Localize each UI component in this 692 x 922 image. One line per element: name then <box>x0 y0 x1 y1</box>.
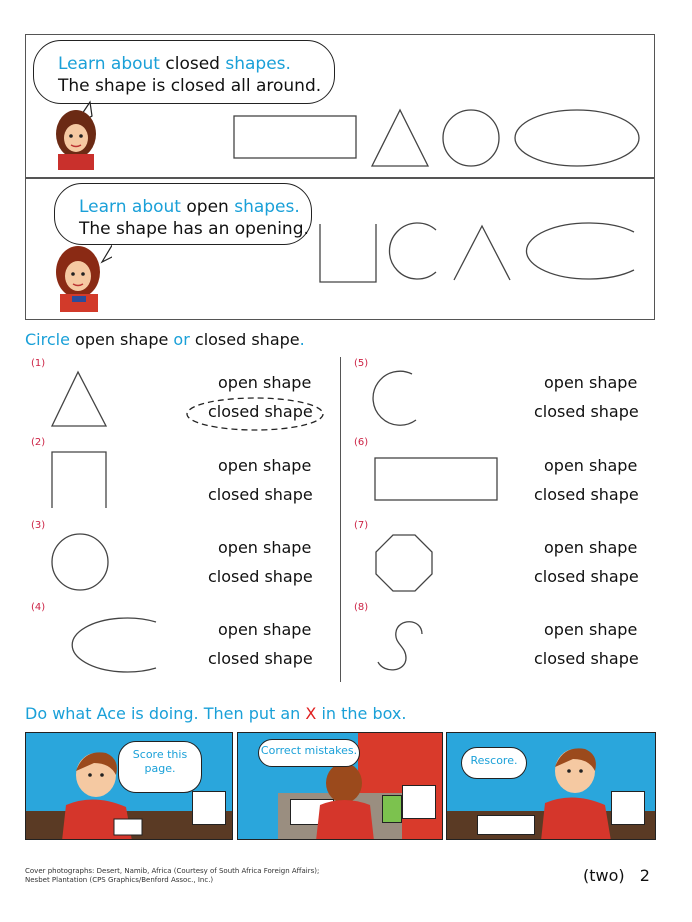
exercise-6-rectangle <box>372 455 500 503</box>
exercise-6-open-option[interactable]: open shape <box>544 456 638 475</box>
thought-bubble-2: Correct mistakes. <box>258 739 360 767</box>
closed-triangle <box>372 110 428 166</box>
learn-about-text-2: Learn about <box>79 197 181 217</box>
instruction-open-word: open shape <box>75 330 169 349</box>
ace-instruction-end: in the box. <box>321 704 407 723</box>
exercise-2-closed-option[interactable]: closed shape <box>208 485 313 504</box>
closed-word: closed <box>165 54 220 74</box>
exercise-3-circle <box>48 530 112 594</box>
instruction-period: . <box>299 330 305 349</box>
exercise-4-number: (4) <box>31 602 46 613</box>
closed-circle <box>443 110 499 166</box>
closed-rectangle <box>234 116 356 158</box>
instruction-or-word: or <box>173 330 190 349</box>
exercise-5-number: (5) <box>354 358 369 369</box>
exercise-8-closed-option[interactable]: closed shape <box>534 649 639 668</box>
boy-from-behind <box>310 759 380 840</box>
pencil-cup <box>382 795 402 823</box>
exercise-7-closed-option[interactable]: closed shape <box>534 567 639 586</box>
ace-instruction <box>25 704 406 723</box>
intro-divider <box>25 177 655 179</box>
checkbox-panel-2[interactable] <box>402 785 436 819</box>
checkbox-panel-1[interactable] <box>192 791 226 825</box>
exercise-8-open-option[interactable]: open shape <box>544 620 638 639</box>
exercise-5-open-option[interactable]: open shape <box>544 373 638 392</box>
closed-ellipse <box>515 110 639 166</box>
learn-about-text: Learn about <box>58 54 160 74</box>
exercise-1-number: (1) <box>31 358 46 369</box>
open-shapes-illustration <box>312 216 642 288</box>
photo-credit-line-2: Nesbet Plantation (CPS Graphics/Benford Assoc., Inc.) <box>25 876 214 884</box>
page-number-word: (two) <box>583 866 625 885</box>
open-ellipse <box>526 223 634 279</box>
open-explanation: The shape has an opening. <box>79 219 309 239</box>
comic-panel-2 <box>237 732 443 840</box>
exercise-2-open-option[interactable]: open shape <box>218 456 312 475</box>
exercise-4-open-option[interactable]: open shape <box>218 620 312 639</box>
page-number <box>583 866 650 885</box>
comic-panel-3 <box>446 732 656 840</box>
closed-explanation: The shape is closed all around. <box>58 76 322 96</box>
exercise-3-open-option[interactable]: open shape <box>218 538 312 557</box>
worksheet-paper-3 <box>477 815 535 835</box>
exercise-1-closed-option[interactable]: closed shape <box>208 402 313 421</box>
comic-panel-1 <box>25 732 233 840</box>
thought-bubble-1: Score this page. <box>118 741 202 793</box>
exercise-5-open-circle <box>370 368 436 430</box>
exercise-8-number: (8) <box>354 602 369 613</box>
speech-bubble-open <box>54 183 312 245</box>
exercise-3-closed-option[interactable]: closed shape <box>208 567 313 586</box>
exercise-7-number: (7) <box>354 520 369 531</box>
instruction-circle-word: Circle <box>25 330 70 349</box>
exercise-7-octagon <box>372 532 436 596</box>
exercise-6-closed-option[interactable]: closed shape <box>534 485 639 504</box>
shapes-word-2: shapes. <box>234 197 300 217</box>
girl-avatar-2 <box>52 238 112 312</box>
exercise-6-number: (6) <box>354 437 369 448</box>
exercise-1-open-option[interactable]: open shape <box>218 373 312 392</box>
exercise-3-number: (3) <box>31 520 46 531</box>
speech-bubble-closed <box>33 40 335 104</box>
column-divider <box>340 357 341 682</box>
exercise-1-answer-circle <box>184 395 326 433</box>
closed-shapes-illustration <box>230 104 650 170</box>
checkbox-panel-3[interactable] <box>611 791 645 825</box>
exercise-4-open-ellipse <box>46 612 162 678</box>
open-rectangle <box>320 224 376 282</box>
girl-avatar-1 <box>52 98 112 170</box>
page-number-digit: 2 <box>639 866 650 885</box>
exercise-7-open-option[interactable]: open shape <box>544 538 638 557</box>
open-triangle <box>454 226 510 280</box>
exercise-5-closed-option[interactable]: closed shape <box>534 402 639 421</box>
exercise-2-open-rectangle <box>48 448 112 512</box>
exercise-2-number: (2) <box>31 437 46 448</box>
ace-instruction-x: X <box>305 704 317 723</box>
photo-credit <box>25 867 319 885</box>
circle-instruction <box>25 330 305 349</box>
ace-instruction-text: Do what Ace is doing. Then put an <box>25 704 301 723</box>
exercise-8-s-curve <box>372 614 432 676</box>
photo-credit-line-1: Cover photographs: Desert, Namib, Africa (Courtesy of South Africa Foreign Affairs); <box>25 867 320 875</box>
exercise-4-closed-option[interactable]: closed shape <box>208 649 313 668</box>
instruction-closed-word: closed shape <box>194 330 300 349</box>
open-circle <box>389 223 436 279</box>
shapes-word: shapes. <box>225 54 291 74</box>
thought-bubble-3: Rescore. <box>461 747 527 779</box>
exercise-1-triangle <box>48 368 112 430</box>
open-word: open <box>186 197 229 217</box>
